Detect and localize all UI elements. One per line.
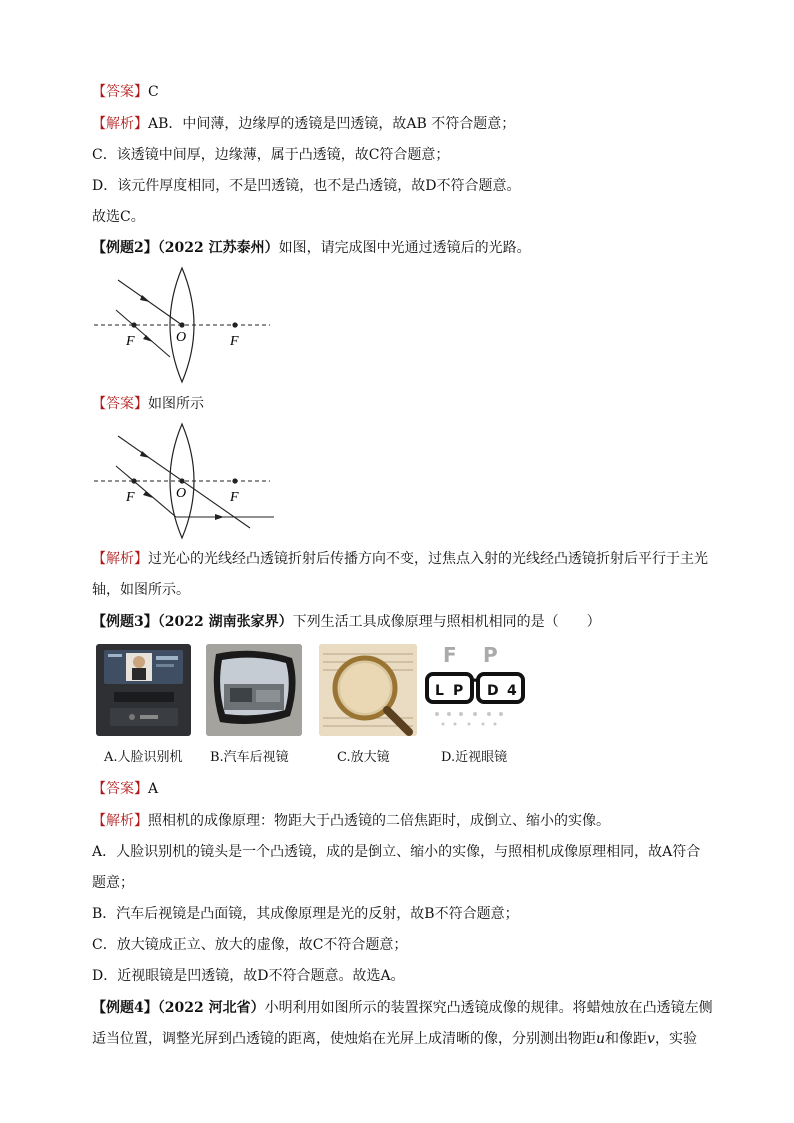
analysis-1-line-3: D．该元件厚度相同，不是凹透镜，也不是凸透镜，故D不符合题意。 <box>92 178 521 194</box>
answer-tag: 【答案】 <box>92 396 148 412</box>
answer-2 <box>92 394 204 414</box>
analysis-3-line-5: C．放大镜成正立、放大的虚像，故C不符合题意； <box>92 937 408 953</box>
example-tag: 【例题4】 <box>92 1000 158 1016</box>
example-4-heading <box>92 998 713 1018</box>
lens-diagram-question <box>90 264 280 388</box>
ray-arrow <box>143 491 153 498</box>
answer-text: 如图所示 <box>148 396 204 412</box>
focus-point-left <box>131 322 136 327</box>
svg-text:L: L <box>435 683 444 699</box>
focus-point-left <box>131 478 136 483</box>
car-side-mirror-image <box>206 644 302 736</box>
focus-point-right <box>232 322 237 327</box>
face-recognition-machine-icon <box>96 644 191 736</box>
analysis-text: 照相机的成像原理：物距大于凸透镜的二倍焦距时，成倒立、缩小的实像。 <box>148 813 610 829</box>
focus-point-right <box>232 478 237 483</box>
ray-arrow <box>215 514 224 520</box>
analysis-tag: 【解析】 <box>92 551 148 567</box>
answer-text: C <box>148 84 159 100</box>
answer-text: A <box>148 781 159 797</box>
option-a-label: A.人脸识别机 <box>104 750 183 765</box>
analysis-tag: 【解析】 <box>92 116 148 132</box>
label-f-right: F <box>230 334 239 349</box>
analysis-2-line-2: 轴，如图所示。 <box>92 582 190 598</box>
variable-v: v <box>647 1031 655 1047</box>
example-text: 下列生活工具成像原理与照相机相同的是（ ） <box>292 614 601 630</box>
label-f-left: F <box>126 490 135 505</box>
analysis-1-line-1 <box>92 114 515 134</box>
option-b-label: B.汽车后视镜 <box>210 750 289 765</box>
analysis-3-line-1 <box>92 811 610 831</box>
option-c-label: C.放大镜 <box>337 750 390 765</box>
svg-text:P: P <box>483 643 498 667</box>
myopia-glasses-image <box>425 640 525 736</box>
glasses-icon <box>425 640 525 736</box>
answer-tag: 【答案】 <box>92 781 148 797</box>
example-text: 小明利用如图所示的装置探究凸透镜成像的规律。将蜡烛放在凸透镜左侧 <box>264 1000 713 1016</box>
example-3-heading <box>92 612 601 632</box>
svg-text:4: 4 <box>507 683 517 699</box>
option-d-label: D.近视眼镜 <box>441 750 508 765</box>
label-o: O <box>176 486 187 501</box>
magnifying-glass-image <box>319 644 417 736</box>
answer-3 <box>92 779 158 799</box>
analysis-2-line-1 <box>92 549 708 569</box>
example-tag: 【例题3】 <box>92 614 158 630</box>
answer-tag: 【答案】 <box>92 84 148 100</box>
label-o: O <box>176 330 187 345</box>
example-text: 如图，请完成图中光通过透镜后的光路。 <box>278 240 531 256</box>
analysis-text: AB．中间薄，边缘厚的透镜是凹透镜，故AB 不符合题意； <box>148 116 516 132</box>
svg-text:D: D <box>487 683 499 699</box>
analysis-3-line-2: A．人脸识别机的镜头是一个凸透镜，成的是倒立、缩小的实像，与照相机成像原理相同，故A符合 <box>92 844 701 860</box>
example-source: （2022 江苏泰州） <box>157 240 279 256</box>
analysis-text: 过光心的光线经凸透镜折射后传播方向不变，过焦点入射的光线经凸透镜折射后平行于主光 <box>148 551 708 567</box>
lens-diagram-answer <box>90 420 280 544</box>
label-f-left: F <box>126 334 135 349</box>
analysis-1-line-4: 故选C。 <box>92 209 145 225</box>
svg-text:P: P <box>453 683 464 699</box>
example-4-line-2: 适当位置，调整光屏到凸透镜的距离，使烛焰在光屏上成清晰的像，分别测出物距u和像距v，实验 <box>92 1031 697 1047</box>
example-source: （2022 河北省） <box>157 1000 265 1016</box>
analysis-3-line-4: B．汽车后视镜是凸面镜，其成像原理是光的反射，故B不符合题意； <box>92 906 519 922</box>
label-f-right: F <box>230 490 239 505</box>
face-recognition-machine-image <box>96 644 191 736</box>
ray-through-focus <box>116 310 170 357</box>
optical-center <box>179 478 184 483</box>
ray-arrow <box>143 335 153 342</box>
variable-u: u <box>596 1031 606 1047</box>
answer-1 <box>92 82 159 102</box>
side-mirror-icon <box>206 644 302 736</box>
analysis-3-line-6: D．近视眼镜是凹透镜，故D不符合题意。故选A。 <box>92 968 405 984</box>
example-2-heading <box>92 238 531 258</box>
svg-text:F: F <box>443 643 457 667</box>
analysis-3-line-3: 题意； <box>92 875 134 891</box>
example-source: （2022 湖南张家界） <box>157 614 293 630</box>
example-tag: 【例题2】 <box>92 240 158 256</box>
analysis-1-line-2: C．该透镜中间厚，边缘薄，属于凸透镜，故C符合题意； <box>92 147 450 163</box>
analysis-tag: 【解析】 <box>92 813 148 829</box>
optical-center <box>179 322 184 327</box>
magnifier-icon <box>319 644 417 736</box>
